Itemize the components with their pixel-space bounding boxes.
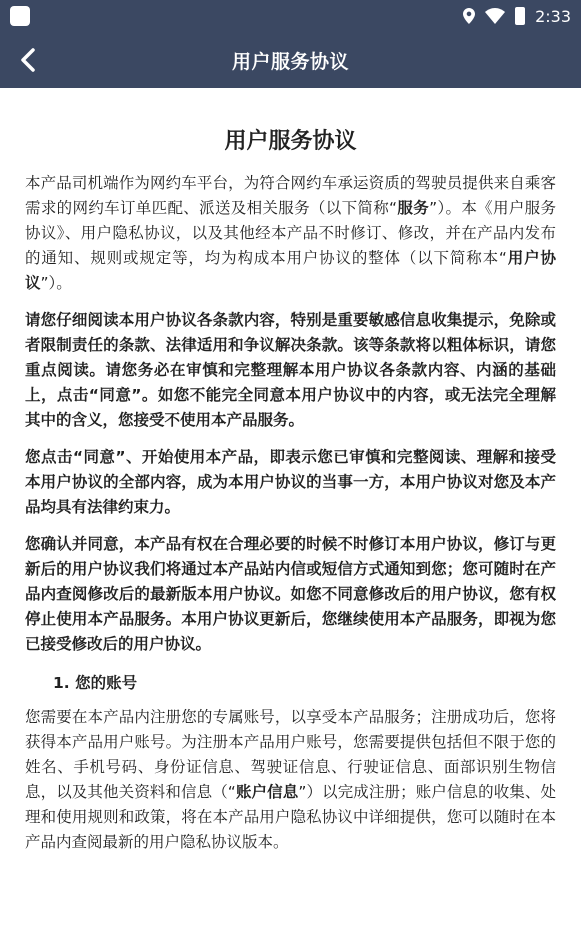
paragraph-revision: 您确认并同意，本产品有权在合理必要的时候不时修订本用户协议，修订与更新后的用户协议我们将通过本产品站内信或短信方式通知到您；您可随时在产品内查阅修改后的最新版本用户协议。如您不同意修改后的用户协议，您有权停止使用本产品服务。本用户协议更新后，您继续使用本产品服务，即视为您已接受修改后的用户协议。 (25, 535, 556, 653)
paragraph-read-notice: 请您仔细阅读本用户协议各条款内容，特别是重要敏感信息收集提示，免除或者限制责任的条款、法律适用和争议解决条款。该等条款将以粗体标识，请您重点阅读。请您务必在审慎和完整理解本用户协议各条款内容、内涵的基础上，点击“同意”。如您不能完全同意本用户协议中的内容，或无法完全理解其中的含义，您接受不使用本产品服务。 (25, 311, 556, 429)
chevron-left-icon (19, 48, 37, 72)
battery-icon (515, 7, 525, 25)
paragraph-consent: 您点击“同意”、开始使用本产品，即表示您已审慎和完整阅读、理解和接受本用户协议的全部内容，成为本用户协议的当事一方，本用户协议对您及本产品均具有法律约束力。 (25, 448, 556, 516)
document-title: 用户服务协议 (224, 129, 357, 154)
section-title-account: 1. 您的账号 (53, 674, 138, 692)
agreement-content[interactable] (0, 88, 581, 855)
status-bar (0, 0, 581, 32)
status-time: 2:33 (535, 6, 571, 26)
paragraph-account: 您需要在本产品内注册您的专属账号，以享受本产品服务；注册成功后，您将获得本产品用户账号。为注册本产品用户账号，您需要提供包括但不限于您的姓名、手机号码、身份证信息、驾驶证信息、行驶证信息、面部识别生物信息，以及其他关资料和信息（“账户信息”）以完成注册；账户信息的收集、处理和使用规则和政策，将在本产品用户隐私协议中详细提供，您可以随时在本产品内查阅最新的用户隐私协议版本。 (25, 708, 557, 851)
paragraph-intro: 本产品司机端作为网约车平台，为符合网约车承运资质的驾驶员提供来自乘客需求的网约车订单匹配、派送及相关服务（以下简称“服务”）。本《用户服务协议》、用户隐私协议，以及其他经本产品不时修订、修改，并在产品内发布的通知、规则或规定等，均为构成本用户协议的整体（以下简称本“用户协议”）。 (25, 174, 556, 292)
location-icon (463, 8, 475, 24)
back-button[interactable] (10, 42, 46, 78)
wifi-icon (485, 8, 505, 24)
notification-icon (10, 6, 30, 26)
app-bar (0, 32, 581, 88)
page-title: 用户服务协议 (231, 50, 349, 73)
